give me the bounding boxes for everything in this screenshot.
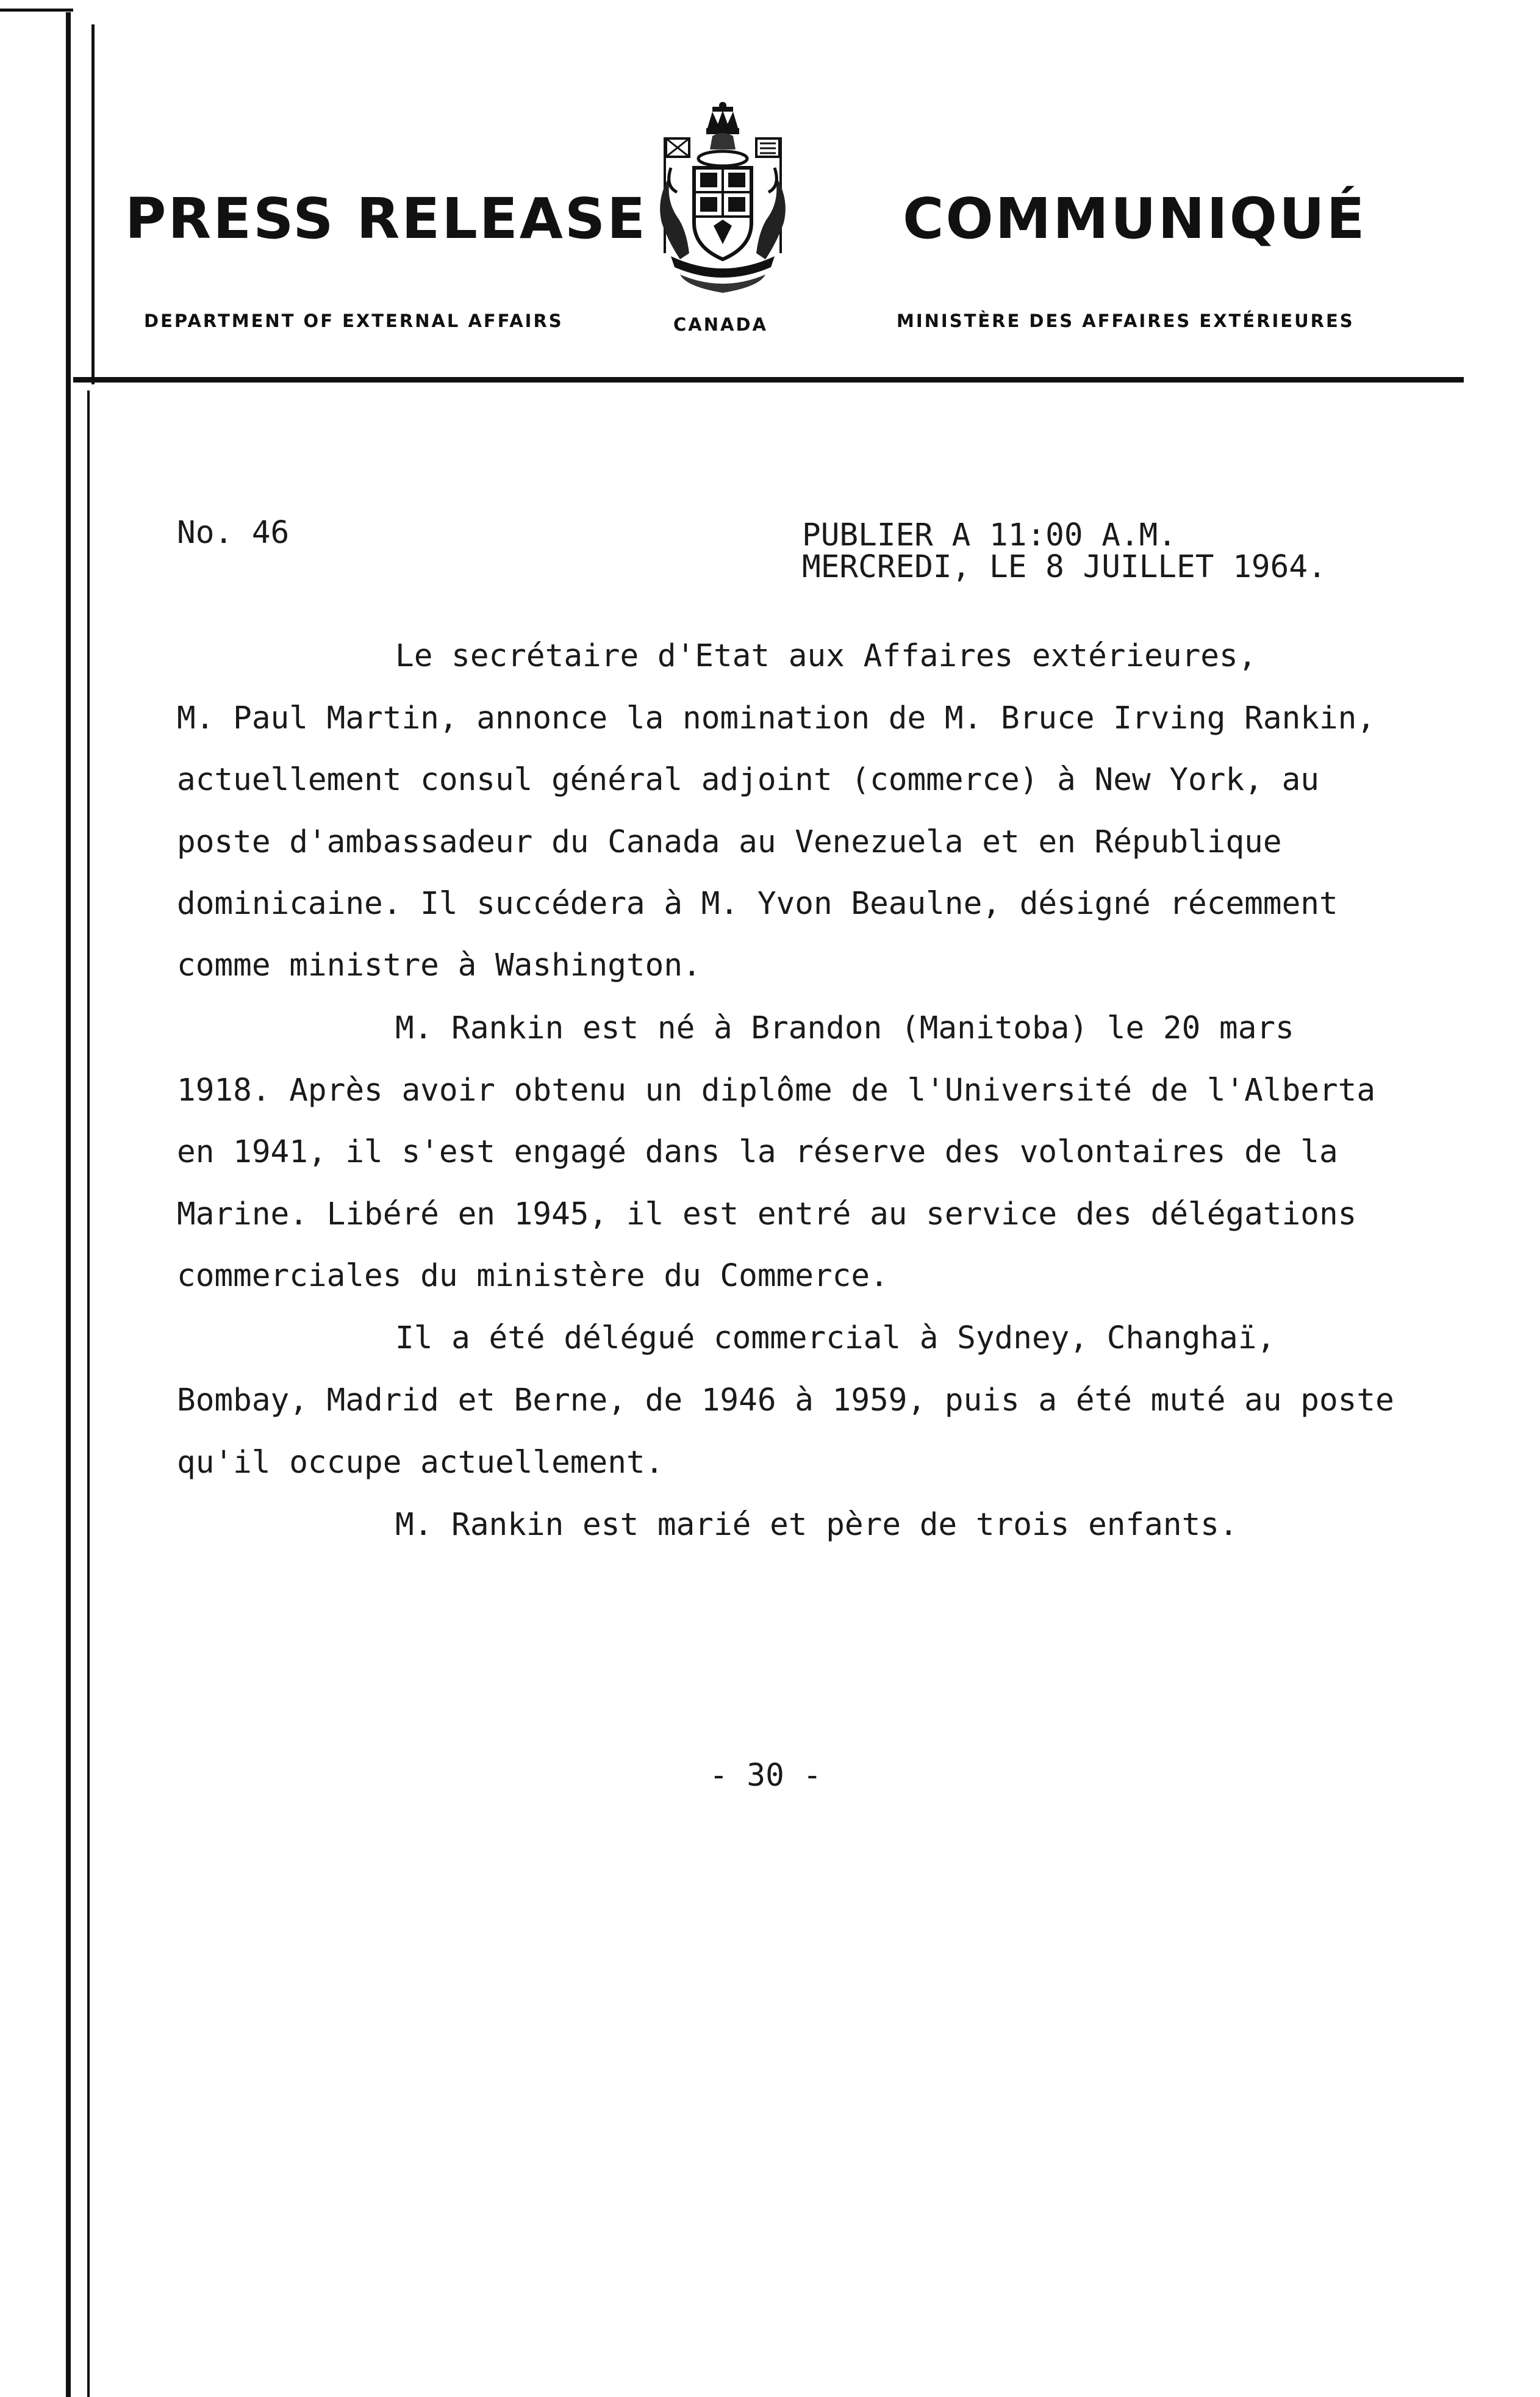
department-en-label: DEPARTMENT OF EXTERNAL AFFAIRS: [144, 311, 564, 331]
body-line: Bombay, Madrid et Berne, de 1946 à 1959, puis a été muté au poste: [177, 1382, 1394, 1418]
top-edge: [0, 9, 73, 12]
release-number: No. 46: [177, 515, 290, 551]
body-line: dominicaine. Il succédera à M. Yvon Beaulne, désigné récemment: [177, 886, 1338, 922]
body-line: 1918. Après avoir obtenu un diplôme de l'Université de l'Alberta: [177, 1073, 1376, 1109]
body-line: en 1941, il s'est engagé dans la réserve des volontaires de la: [177, 1134, 1338, 1170]
body-line: Il a été délégué commercial à Sydney, Changhaï,: [395, 1320, 1276, 1356]
body-line: commerciales du ministère du Commerce.: [177, 1258, 889, 1294]
body-line: actuellement consul général adjoint (commerce) à New York, au: [177, 762, 1319, 798]
body-line: Marine. Libéré en 1945, il est entré au service des délégations: [177, 1196, 1357, 1232]
binder-edge-inner-lower: [87, 390, 90, 2397]
press-release-title: PRESS RELEASE: [125, 186, 647, 251]
body-line: comme ministre à Washington.: [177, 947, 701, 983]
body-line: M. Rankin est marié et père de trois enfants.: [395, 1507, 1238, 1543]
page-end-marker: - 30 -: [709, 1758, 822, 1794]
communique-title: COMMUNIQUÉ: [903, 186, 1367, 251]
release-time: PUBLIER A 11:00 A.M.: [802, 517, 1177, 553]
body-line: poste d'ambassadeur du Canada au Venezuela et en République: [177, 824, 1282, 860]
body-line: qu'il occupe actuellement.: [177, 1445, 664, 1481]
binder-edge-outer: [66, 12, 71, 2397]
body-line: Le secrétaire d'Etat aux Affaires extérieures,: [395, 638, 1257, 674]
release-date: MERCREDI, LE 8 JUILLET 1964.: [802, 549, 1327, 585]
canada-label: CANADA: [673, 314, 768, 335]
body-line: M. Rankin est né à Brandon (Manitoba) le 20 mars: [395, 1010, 1294, 1046]
body-line: M. Paul Martin, annonce la nomination de M. Bruce Irving Rankin,: [177, 700, 1376, 736]
binder-edge-inner: [91, 24, 95, 384]
header-rule: [73, 377, 1464, 383]
department-fr-label: MINISTÈRE DES AFFAIRES EXTÉRIEURES: [897, 311, 1355, 331]
canadian-coat-of-arms-icon: [640, 101, 805, 296]
